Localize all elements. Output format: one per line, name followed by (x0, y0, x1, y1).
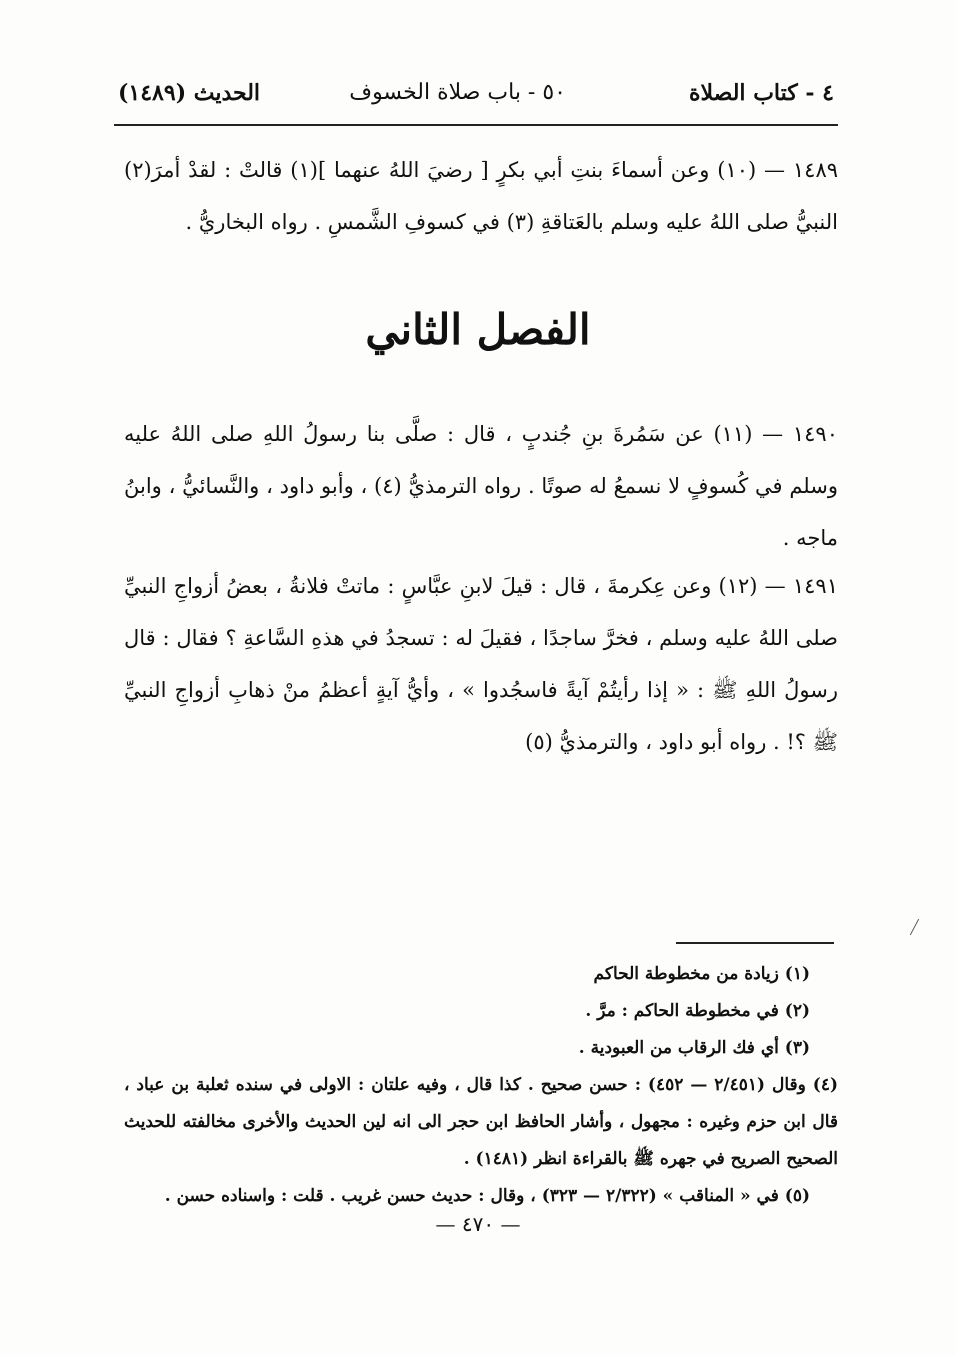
header-hadith-number: الحديث (١٤٨٩) (118, 80, 261, 106)
hadith-1489: ١٤٨٩ — (١٠) وعن أسماءَ بنتِ أبي بكرٍ [ رضيَ اللهُ عنهما ](١) قالتْ : لقدْ أمرَ(٢) النبيُّ صلى اللهُ عليه وسلم بالعَتاقةِ (٣) في كسوفِ الشَّمسِ . رواه البخاريُّ . (124, 158, 839, 234)
header-rule (114, 124, 838, 126)
footnote-2: (٢) في مخطوطة الحاكم : مرَّ . (585, 1001, 810, 1021)
header-chapter-title: ٥٠ - باب صلاة الخسوف (349, 80, 566, 105)
hadith-1491: ١٤٩١ — (١٢) وعن عِكرمةَ ، قال : قيلَ لابنِ عبَّاسٍ : ماتتْ فلانةُ ، بعضُ أزواجِ النبيِّ صلى اللهُ عليه وسلم ، فخرَّ ساجدًا ، فقيلَ له : تسجدُ في هذهِ السَّاعةِ ؟ فقال : قال رسولُ اللهِ ﷺ : « إذا رأيتُمْ آيةً فاسجُدوا » ، وأيُّ آيةٍ أعظمُ منْ ذهابِ أزواجِ النبيِّ ﷺ ؟! . رواه أبو داود ، والترمذيُّ (٥) (124, 574, 838, 754)
footnote-1: (١) زيادة من مخطوطة الحاكم (593, 964, 810, 984)
footnote-4: (٤) وقال (٢/٤٥١ — ٤٥٢) : حسن صحيح . كذا قال ، وفيه علتان : الاولى في سنده ثعلبة بن عباد ، قال ابن حزم وغيره : مجهول ، وأشار الحافظ ابن حجر الى انه لين الحديث والأخرى مخالفته للحديث الصحيح الصريح في جهره ﷺ بالقراءة انظر (١٤٨١) . (124, 1075, 839, 1169)
footnote-rule (676, 942, 834, 944)
footnote-5: (٥) في « المناقب » (٢/٣٢٢ — ٣٢٣) ، وقال : حديث حسن غريب . قلت : واسناده حسن . (164, 1186, 810, 1206)
section-title: الفصل الثاني (365, 305, 591, 354)
hadith-1490: ١٤٩٠ — (١١) عن سَمُرةَ بنِ جُندبٍ ، قال : صلَّى بنا رسولُ اللهِ صلى اللهُ عليه وسلم في كُسوفٍ لا نسمعُ له صوتًا . رواه الترمذيُّ (٤) ، وأبو داود ، والنَّسائيُّ ، وابنُ ماجه . (124, 422, 838, 550)
footnote-3: (٣) أي فك الرقاب من العبودية . (578, 1038, 810, 1058)
margin-mark (910, 919, 919, 935)
page-number: — ٤٧٠ — (435, 1212, 521, 1236)
footnotes (124, 956, 838, 1215)
running-header (118, 80, 834, 120)
header-book-title: ٤ - كتاب الصلاة (688, 80, 834, 106)
